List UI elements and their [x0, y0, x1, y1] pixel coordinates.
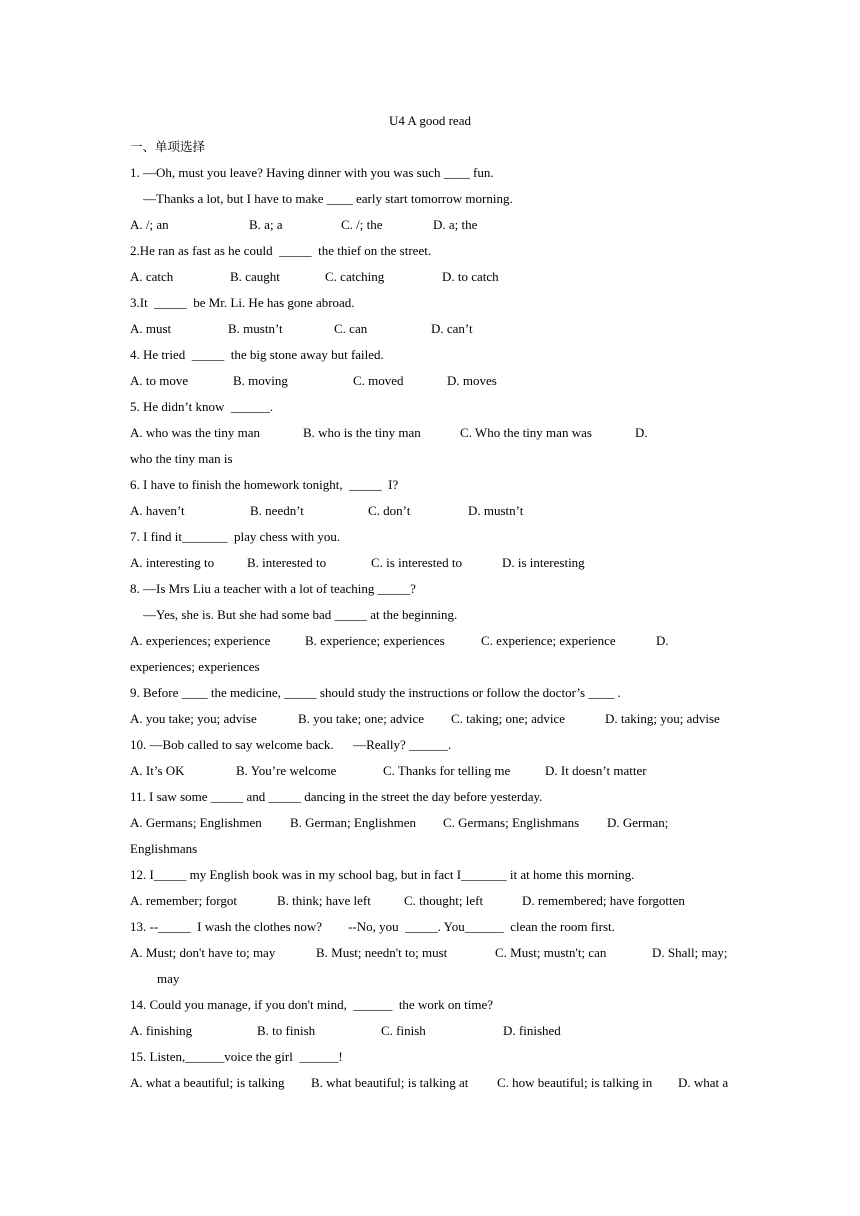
option-a: A. Must; don't have to; may [130, 945, 276, 960]
question-5-stem: 5. He didn’t know ______. [130, 399, 274, 414]
option-b: B. what beautiful; is talking at [311, 1075, 469, 1090]
option-b: B. who is the tiny man [303, 425, 421, 440]
option-c: C. how beautiful; is talking in [497, 1075, 653, 1090]
option-d: D. taking; you; advise [605, 711, 720, 726]
question-12-stem: 12. I_____ my English book was in my school bag, but in fact I_______ it at home this morning. [130, 867, 635, 882]
option-d: D. to catch [442, 269, 499, 284]
option-c: C. Germans; Englishmans [443, 815, 580, 830]
option-c: C. experience; experience [481, 633, 616, 648]
option-a: A. /; an [130, 217, 169, 232]
question-10-stem: 10. —Bob called to say welcome back. —Really? ______. [130, 737, 452, 752]
option-d: D. what a [678, 1075, 729, 1090]
question-11-stem: 11. I saw some _____ and _____ dancing in the street the day before yesterday. [130, 789, 543, 804]
option-a: A. you take; you; advise [130, 711, 257, 726]
option-b: B. mustn’t [228, 321, 283, 336]
option-d: D. [635, 425, 648, 440]
question-5-option-d-continued: who the tiny man is [130, 451, 233, 466]
option-c: C. don’t [368, 503, 411, 518]
option-b: B. needn’t [250, 503, 304, 518]
question-6-stem: 6. I have to finish the homework tonight, _____ I? [130, 477, 399, 492]
question-4-stem: 4. He tried _____ the big stone away but failed. [130, 347, 384, 362]
question-7-stem: 7. I find it_______ play chess with you. [130, 529, 341, 544]
option-b: B. German; Englishmen [290, 815, 417, 830]
option-c: C. Who the tiny man was [460, 425, 592, 440]
option-d: D. can’t [431, 321, 473, 336]
option-c: C. can [334, 321, 368, 336]
option-d: D. mustn’t [468, 503, 524, 518]
option-d: D. is interesting [502, 555, 585, 570]
question-13-option-d-continued: may [157, 971, 180, 986]
question-1-reply: —Thanks a lot, but I have to make ____ early start tomorrow morning. [143, 191, 513, 206]
option-b: B. a; a [249, 217, 283, 232]
option-b: B. Must; needn't to; must [316, 945, 448, 960]
option-c: C. finish [381, 1023, 426, 1038]
option-a: A. who was the tiny man [130, 425, 260, 440]
question-3-stem: 3.It _____ be Mr. Li. He has gone abroad. [130, 295, 355, 310]
question-2-stem: 2.He ran as fast as he could _____ the thief on the street. [130, 243, 432, 258]
question-15-stem: 15. Listen,______voice the girl ______! [130, 1049, 343, 1064]
option-b: B. to finish [257, 1023, 316, 1038]
option-a: A. must [130, 321, 172, 336]
question-9-stem: 9. Before ____ the medicine, _____ should study the instructions or follow the doctor’s ____ . [130, 685, 621, 700]
option-b: B. caught [230, 269, 280, 284]
option-b: B. experience; experiences [305, 633, 445, 648]
option-d: D. finished [503, 1023, 561, 1038]
option-a: A. experiences; experience [130, 633, 271, 648]
option-b: B. think; have left [277, 893, 371, 908]
option-c: C. taking; one; advice [451, 711, 566, 726]
option-c: C. is interested to [371, 555, 462, 570]
option-a: A. It’s OK [130, 763, 185, 778]
question-11-option-d-continued: Englishmans [130, 841, 198, 856]
option-d: D. Shall; may; [652, 945, 728, 960]
question-8-option-d-continued: experiences; experiences [130, 659, 260, 674]
option-b: B. interested to [247, 555, 327, 570]
option-d: D. [656, 633, 669, 648]
question-13-stem: 13. --_____ I wash the clothes now? --No, you _____. You______ clean the room first. [130, 919, 615, 934]
question-14-stem: 14. Could you manage, if you don't mind, ______ the work on time? [130, 997, 494, 1012]
option-b: B. You’re welcome [236, 763, 337, 778]
option-c: C. moved [353, 373, 404, 388]
option-d: D. remembered; have forgotten [522, 893, 685, 908]
option-a: A. haven’t [130, 503, 185, 518]
question-8-reply: —Yes, she is. But she had some bad _____ at the beginning. [143, 607, 458, 622]
option-b: B. you take; one; advice [298, 711, 424, 726]
option-a: A. remember; forgot [130, 893, 237, 908]
option-d: D. a; the [433, 217, 478, 232]
question-8-stem: 8. —Is Mrs Liu a teacher with a lot of teaching _____? [130, 581, 416, 596]
section-heading: 一、单项选择 [130, 139, 206, 154]
option-c: C. /; the [341, 217, 383, 232]
option-a: A. finishing [130, 1023, 193, 1038]
option-b: B. moving [233, 373, 288, 388]
option-d: D. It doesn’t matter [545, 763, 647, 778]
option-d: D. German; [607, 815, 669, 830]
option-a: A. to move [130, 373, 189, 388]
option-c: C. thought; left [404, 893, 484, 908]
option-c: C. Must; mustn't; can [495, 945, 607, 960]
option-a: A. what a beautiful; is talking [130, 1075, 285, 1090]
option-c: C. Thanks for telling me [383, 763, 511, 778]
page-title: U4 A good read [389, 113, 471, 128]
option-a: A. interesting to [130, 555, 215, 570]
option-a: A. catch [130, 269, 174, 284]
option-a: A. Germans; Englishmen [130, 815, 262, 830]
question-1-stem: 1. —Oh, must you leave? Having dinner with you was such ____ fun. [130, 165, 494, 180]
option-c: C. catching [325, 269, 385, 284]
option-d: D. moves [447, 373, 497, 388]
